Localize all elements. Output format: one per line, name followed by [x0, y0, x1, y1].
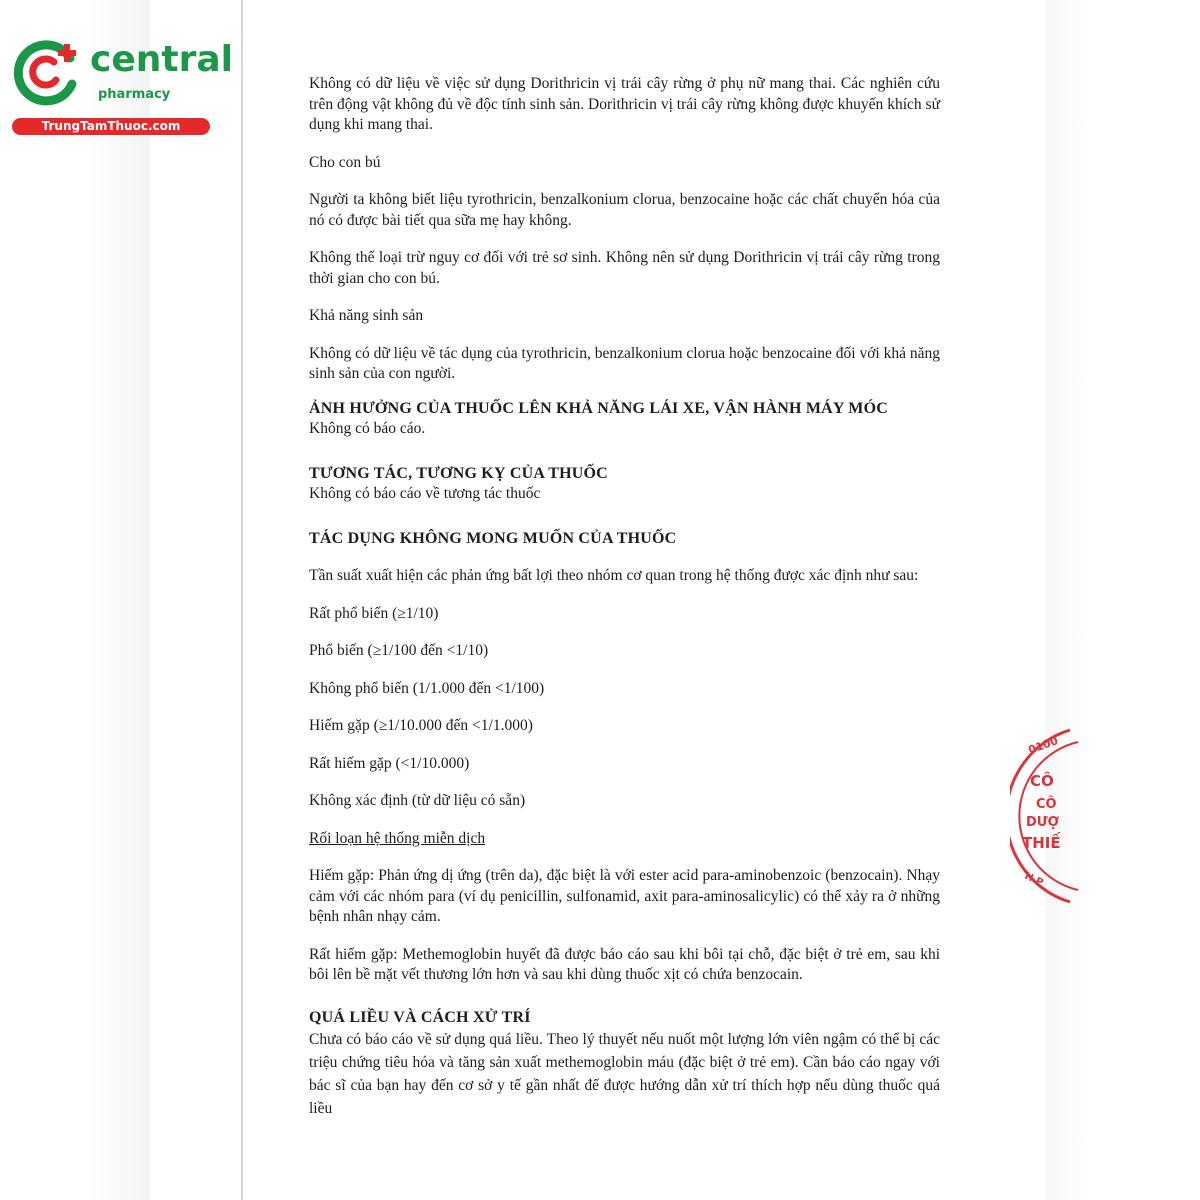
stamp-line-6: H P [1022, 870, 1045, 889]
pregnancy-paragraph: Không có dữ liệu về việc sử dụng Dorithricin vị trái cây rừng ở phụ nữ mang thai. Các nghiên cứu trên động vật không đủ về độc tính sinh sản. Dorithricin vị trái cây rừng không được khuyến khích sử dụng khi mang thai. [309, 75, 940, 133]
page-edge-line [241, 0, 243, 1200]
logo-wordmark: central [90, 39, 233, 80]
interactions-paragraph: Không có báo cáo về tương tác thuốc [309, 485, 541, 502]
scan-right-margin [1045, 0, 1200, 1200]
section-heading-overdose: QUÁ LIỀU VÀ CÁCH XỬ TRÍ [309, 1008, 531, 1026]
stamp-line-4: DƯỢ [1026, 815, 1060, 830]
scan-left-margin [0, 0, 150, 1200]
overdose-paragraph: Chưa có báo cáo về sử dụng quá liều. Theo lý thuyết nếu nuốt một lượng lớn viên ngậm có thể bị các triệu chứng tiêu hóa và tăng sản xuất methemoglobin máu (đặc biệt ở trẻ em). Cần báo cáo ngay với bác sĩ của bạn hay đến cơ sở y tế gần nhất để được hướng dẫn xử trí thích hợp nếu dùng thuốc quá liều [309, 1031, 940, 1117]
adverse-effects-intro: Tần suất xuất hiện các phản ứng bất lợi theo nhóm cơ quan trong hệ thống được xác định như sau: [309, 567, 919, 584]
frequency-rare: Hiếm gặp (≥1/10.000 đến <1/1.000) [309, 717, 533, 734]
document-body [309, 74, 940, 1137]
driving-paragraph: Không có báo cáo. [309, 420, 426, 437]
fertility-heading: Khả năng sinh sản [309, 307, 424, 324]
company-stamp [1010, 726, 1080, 906]
section-heading-interactions: TƯƠNG TÁC, TƯƠNG KỴ CỦA THUỐC [309, 464, 608, 482]
section-heading-driving: ẢNH HƯỞNG CỦA THUỐC LÊN KHẢ NĂNG LÁI XE, VẬN HÀNH MÁY MÓC [309, 399, 888, 417]
central-logo-icon [10, 36, 82, 108]
stamp-line-1: 0100 [1026, 734, 1060, 757]
stamp-line-5: THIẾ [1022, 834, 1061, 852]
stamp-line-2: CÔ [1030, 772, 1054, 790]
breastfeeding-heading: Cho con bú [309, 153, 381, 171]
frequency-uncommon: Không phổ biến (1/1.000 đến <1/100) [309, 679, 545, 697]
immune-very-rare-paragraph: Rất hiếm gặp: Methemoglobin huyết đã được báo cáo sau khi bôi tại chỗ, đặc biệt ở trẻ em, sau khi bôi lên bề mặt vết thương lớn hơn và sau khi dùng thuốc xịt có chứa benzocain. [309, 945, 940, 983]
breastfeeding-paragraph-2: Không thể loại trừ nguy cơ đối với trẻ sơ sinh. Không nên sử dụng Dorithricin vị trái cây rừng trong thời gian cho con bú. [309, 249, 940, 287]
stamp-line-3: CÔ [1036, 797, 1057, 812]
frequency-very-common: Rất phổ biến (≥1/10) [309, 604, 439, 622]
logo-url-badge[interactable]: TrungTamThuoc.com [12, 118, 210, 135]
frequency-unknown: Không xác định (từ dữ liệu có sẵn) [309, 792, 526, 809]
breastfeeding-paragraph-1: Người ta không biết liệu tyrothricin, benzalkonium clorua, benzocaine hoặc các chất chuyển hóa của nó có được bài tiết qua sữa mẹ hay không. [309, 191, 940, 229]
immune-disorders-subheading: Rối loạn hệ thống miễn dịch [309, 829, 486, 847]
fertility-paragraph: Không có dữ liệu về tác dụng của tyrothricin, benzalkonium clorua hoặc benzocaine đối với khả năng sinh sản của con người. [309, 344, 940, 382]
frequency-common: Phổ biến (≥1/100 đến <1/10) [309, 642, 489, 659]
section-heading-adverse-effects: TÁC DỤNG KHÔNG MONG MUỐN CỦA THUỐC [309, 529, 677, 547]
immune-rare-paragraph: Hiếm gặp: Phản ứng dị ứng (trên da), đặc biệt là với ester acid para-aminobenzoic (benzocain). Nhạy cảm với các nhóm para (ví dụ penicillin, sulfonamid, axit para-aminosalicylic) có thể xảy ra ở những bệnh nhân nhạy cảm. [309, 867, 940, 925]
logo-subtitle: pharmacy [98, 87, 171, 102]
frequency-very-rare: Rất hiếm gặp (<1/10.000) [309, 754, 470, 772]
central-pharmacy-logo[interactable] [10, 36, 233, 136]
